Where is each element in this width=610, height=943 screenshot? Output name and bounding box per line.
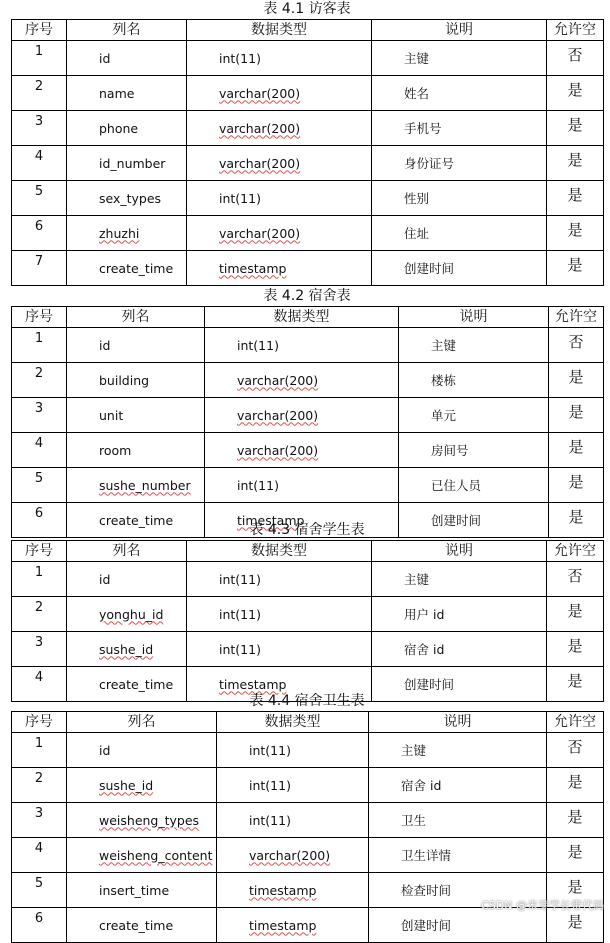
table-row bbox=[12, 803, 604, 838]
row-number: 7 bbox=[12, 251, 67, 286]
data-type-cell bbox=[217, 873, 369, 908]
data-type: int(11) bbox=[237, 477, 279, 493]
description-cell bbox=[372, 562, 547, 597]
description: 卫生详情 bbox=[401, 848, 452, 863]
description-cell bbox=[372, 216, 547, 251]
nullable-cell: 否 bbox=[549, 328, 604, 363]
row-number: 2 bbox=[12, 363, 67, 398]
header-column-name: 列名 bbox=[67, 541, 187, 562]
table-row bbox=[12, 562, 604, 597]
data-type-cell bbox=[187, 181, 372, 216]
nullable-cell: 是 bbox=[547, 873, 604, 908]
data-type-cell bbox=[187, 216, 372, 251]
row-number: 4 bbox=[12, 433, 67, 468]
column-name: insert_time bbox=[99, 882, 170, 898]
data-type: int(11) bbox=[249, 742, 291, 758]
description-cell bbox=[372, 41, 547, 76]
header-description: 说明 bbox=[399, 307, 549, 328]
nullable-cell: 是 bbox=[547, 908, 604, 943]
column-name-cell bbox=[67, 111, 187, 146]
description: 创建时间 bbox=[404, 261, 455, 276]
column-name-cell bbox=[67, 908, 217, 943]
column-name: id bbox=[99, 742, 111, 758]
description-cell bbox=[372, 251, 547, 286]
row-number: 6 bbox=[12, 216, 67, 251]
column-name-cell bbox=[67, 838, 217, 873]
header-row bbox=[12, 712, 604, 733]
header-data-type: 数据类型 bbox=[217, 712, 369, 733]
header-data-type: 数据类型 bbox=[205, 307, 399, 328]
description: 卫生 bbox=[401, 813, 427, 828]
table-row bbox=[12, 468, 604, 503]
header-column-name: 列名 bbox=[67, 712, 217, 733]
row-number: 6 bbox=[12, 503, 67, 538]
row-number: 2 bbox=[12, 768, 67, 803]
row-number: 1 bbox=[12, 562, 67, 597]
table-row bbox=[12, 398, 604, 433]
table-row bbox=[12, 733, 604, 768]
header-data-type: 数据类型 bbox=[187, 541, 372, 562]
data-type: timestamp bbox=[237, 512, 305, 528]
description-cell bbox=[372, 181, 547, 216]
column-name-cell bbox=[67, 468, 205, 503]
column-name-cell bbox=[67, 433, 205, 468]
row-number: 3 bbox=[12, 111, 67, 146]
row-number: 2 bbox=[12, 597, 67, 632]
nullable-cell: 是 bbox=[547, 76, 604, 111]
header-column-name: 列名 bbox=[67, 307, 205, 328]
data-type-cell bbox=[205, 398, 399, 433]
column-name-cell bbox=[67, 328, 205, 363]
description: 创建时间 bbox=[404, 677, 455, 692]
nullable-cell: 否 bbox=[547, 733, 604, 768]
data-type-cell bbox=[217, 803, 369, 838]
description: 房间号 bbox=[431, 443, 469, 458]
nullable-cell: 否 bbox=[547, 562, 604, 597]
column-name: id bbox=[99, 571, 111, 587]
table-caption: 表 4.4 宿舍卫生表 bbox=[249, 693, 365, 709]
nullable-cell: 是 bbox=[549, 503, 604, 538]
table-caption: 表 4.1 访客表 bbox=[263, 1, 351, 17]
table-row bbox=[12, 251, 604, 286]
column-name-cell bbox=[67, 363, 205, 398]
data-type-cell bbox=[187, 597, 372, 632]
data-type-cell bbox=[217, 838, 369, 873]
nullable-cell: 是 bbox=[547, 803, 604, 838]
description: 宿舍 id bbox=[401, 778, 442, 793]
table-row bbox=[12, 216, 604, 251]
data-type: int(11) bbox=[237, 337, 279, 353]
data-type: varchar(200) bbox=[219, 155, 301, 171]
data-type: int(11) bbox=[249, 812, 291, 828]
row-number: 5 bbox=[12, 181, 67, 216]
row-number: 1 bbox=[12, 328, 67, 363]
column-name: weisheng_types bbox=[99, 812, 200, 828]
column-name-cell bbox=[67, 562, 187, 597]
nullable-cell: 是 bbox=[549, 433, 604, 468]
data-type: varchar(200) bbox=[237, 372, 319, 388]
data-type: int(11) bbox=[219, 50, 261, 66]
nullable-cell: 是 bbox=[549, 363, 604, 398]
description: 宿舍 id bbox=[404, 642, 445, 657]
table-row bbox=[12, 597, 604, 632]
row-number: 2 bbox=[12, 76, 67, 111]
nullable-cell: 是 bbox=[549, 398, 604, 433]
data-type: varchar(200) bbox=[237, 442, 319, 458]
header-nullable: 允许空 bbox=[547, 541, 604, 562]
data-type: int(11) bbox=[219, 641, 261, 657]
header-nullable: 允许空 bbox=[547, 20, 604, 41]
row-number: 1 bbox=[12, 41, 67, 76]
nullable-cell: 是 bbox=[547, 111, 604, 146]
data-type: int(11) bbox=[219, 606, 261, 622]
description-cell bbox=[369, 838, 547, 873]
column-name-cell bbox=[67, 76, 187, 111]
column-name: unit bbox=[99, 407, 124, 423]
column-name: sushe_id bbox=[99, 777, 154, 793]
table-caption: 表 4.2 宿舍表 bbox=[263, 288, 351, 304]
column-name-cell bbox=[67, 803, 217, 838]
description-cell bbox=[369, 803, 547, 838]
column-name-cell bbox=[67, 146, 187, 181]
description-cell bbox=[372, 76, 547, 111]
description-cell bbox=[372, 597, 547, 632]
data-type: timestamp bbox=[249, 882, 317, 898]
description-cell bbox=[372, 111, 547, 146]
data-type: int(11) bbox=[219, 190, 261, 206]
column-name-cell bbox=[67, 251, 187, 286]
table-caption: 表 4.3 宿舍学生表 bbox=[249, 522, 365, 538]
header-description: 说明 bbox=[372, 20, 547, 41]
data-type: timestamp bbox=[219, 676, 287, 692]
description-cell bbox=[369, 768, 547, 803]
description: 已住人员 bbox=[431, 478, 482, 493]
description: 姓名 bbox=[404, 86, 430, 101]
column-name-cell bbox=[67, 733, 217, 768]
data-type-cell bbox=[187, 41, 372, 76]
nullable-cell: 是 bbox=[547, 216, 604, 251]
data-type-cell bbox=[187, 146, 372, 181]
row-number: 6 bbox=[12, 908, 67, 943]
column-name: create_time bbox=[99, 917, 174, 933]
table-row bbox=[12, 146, 604, 181]
column-name: create_time bbox=[99, 260, 174, 276]
row-number: 3 bbox=[12, 803, 67, 838]
column-name-cell bbox=[67, 768, 217, 803]
column-name: zhuzhi bbox=[99, 225, 140, 241]
data-type: varchar(200) bbox=[219, 85, 301, 101]
table-row bbox=[12, 111, 604, 146]
description-cell bbox=[372, 632, 547, 667]
column-name-cell bbox=[67, 181, 187, 216]
description: 创建时间 bbox=[431, 513, 482, 528]
description: 主键 bbox=[404, 51, 430, 66]
column-name-cell bbox=[67, 597, 187, 632]
data-type-cell bbox=[205, 363, 399, 398]
description-cell bbox=[399, 328, 549, 363]
column-name: weisheng_content bbox=[99, 847, 213, 863]
schema-table bbox=[11, 306, 604, 538]
header-data-type: 数据类型 bbox=[187, 20, 372, 41]
csdn-watermark: CSDN @米芽学长带代码 bbox=[481, 899, 604, 912]
column-name-cell bbox=[67, 216, 187, 251]
description-cell bbox=[399, 363, 549, 398]
data-type-cell bbox=[217, 733, 369, 768]
description: 身份证号 bbox=[404, 156, 455, 171]
table-row bbox=[12, 41, 604, 76]
column-name: create_time bbox=[99, 676, 174, 692]
nullable-cell: 是 bbox=[549, 468, 604, 503]
table-row bbox=[12, 838, 604, 873]
column-name: phone bbox=[99, 120, 139, 136]
column-name: sex_types bbox=[99, 190, 162, 206]
header-description: 说明 bbox=[372, 541, 547, 562]
header-description: 说明 bbox=[369, 712, 547, 733]
nullable-cell: 是 bbox=[547, 632, 604, 667]
description: 住址 bbox=[404, 226, 430, 241]
header-row bbox=[12, 20, 604, 41]
data-type: int(11) bbox=[219, 571, 261, 587]
data-type-cell bbox=[187, 251, 372, 286]
data-type: timestamp bbox=[249, 917, 317, 933]
table-row bbox=[12, 768, 604, 803]
data-type-cell bbox=[187, 632, 372, 667]
schema-table bbox=[11, 540, 604, 702]
data-type: timestamp bbox=[219, 260, 287, 276]
column-name-cell bbox=[67, 398, 205, 433]
header-row bbox=[12, 541, 604, 562]
column-name: id_number bbox=[99, 155, 166, 171]
description: 主键 bbox=[401, 743, 427, 758]
column-name: name bbox=[99, 85, 135, 101]
description: 性别 bbox=[404, 191, 430, 206]
header-no: 序号 bbox=[12, 712, 67, 733]
data-type: varchar(200) bbox=[249, 847, 331, 863]
column-name: room bbox=[99, 442, 132, 458]
data-type-cell bbox=[205, 468, 399, 503]
data-type-cell bbox=[205, 433, 399, 468]
column-name-cell bbox=[67, 632, 187, 667]
table-row bbox=[12, 433, 604, 468]
description: 检查时间 bbox=[401, 883, 452, 898]
row-number: 3 bbox=[12, 632, 67, 667]
data-type-cell bbox=[187, 562, 372, 597]
nullable-cell: 是 bbox=[547, 768, 604, 803]
column-name: sushe_id bbox=[99, 641, 154, 657]
header-no: 序号 bbox=[12, 307, 67, 328]
row-number: 5 bbox=[12, 468, 67, 503]
table-row bbox=[12, 181, 604, 216]
description-cell bbox=[399, 433, 549, 468]
header-row bbox=[12, 307, 604, 328]
row-number: 4 bbox=[12, 838, 67, 873]
data-type-cell bbox=[217, 908, 369, 943]
column-name: create_time bbox=[99, 512, 174, 528]
data-type: varchar(200) bbox=[219, 120, 301, 136]
column-name: id bbox=[99, 50, 111, 66]
header-no: 序号 bbox=[12, 541, 67, 562]
table-row bbox=[12, 363, 604, 398]
table-row bbox=[12, 632, 604, 667]
column-name: yonghu_id bbox=[99, 606, 164, 622]
row-number: 3 bbox=[12, 398, 67, 433]
nullable-cell: 是 bbox=[547, 146, 604, 181]
data-type-cell bbox=[187, 76, 372, 111]
row-number: 1 bbox=[12, 733, 67, 768]
description: 创建时间 bbox=[401, 918, 452, 933]
description-cell bbox=[399, 468, 549, 503]
data-type: varchar(200) bbox=[219, 225, 301, 241]
nullable-cell: 是 bbox=[547, 181, 604, 216]
header-nullable: 允许空 bbox=[547, 712, 604, 733]
row-number: 5 bbox=[12, 873, 67, 908]
row-number: 4 bbox=[12, 667, 67, 702]
table-row bbox=[12, 328, 604, 363]
description: 单元 bbox=[431, 408, 457, 423]
nullable-cell: 是 bbox=[547, 597, 604, 632]
column-name: sushe_number bbox=[99, 477, 191, 493]
column-name-cell bbox=[67, 873, 217, 908]
header-column-name: 列名 bbox=[67, 20, 187, 41]
row-number: 4 bbox=[12, 146, 67, 181]
data-type: int(11) bbox=[249, 777, 291, 793]
description-cell bbox=[372, 146, 547, 181]
data-type: varchar(200) bbox=[237, 407, 319, 423]
header-no: 序号 bbox=[12, 20, 67, 41]
column-name: id bbox=[99, 337, 111, 353]
data-type-cell bbox=[217, 768, 369, 803]
nullable-cell: 是 bbox=[547, 667, 604, 702]
header-nullable: 允许空 bbox=[549, 307, 604, 328]
column-name-cell bbox=[67, 41, 187, 76]
schema-table bbox=[11, 19, 604, 286]
nullable-cell: 是 bbox=[547, 838, 604, 873]
description: 主键 bbox=[431, 338, 457, 353]
description-cell bbox=[369, 733, 547, 768]
nullable-cell: 是 bbox=[547, 251, 604, 286]
column-name: building bbox=[99, 372, 150, 388]
description: 主键 bbox=[404, 572, 430, 587]
data-type-cell bbox=[187, 111, 372, 146]
nullable-cell: 否 bbox=[547, 41, 604, 76]
data-type-cell bbox=[205, 328, 399, 363]
table-row bbox=[12, 76, 604, 111]
description: 手机号 bbox=[404, 121, 442, 136]
description-cell bbox=[399, 398, 549, 433]
description: 楼栋 bbox=[431, 373, 457, 388]
description: 用户 id bbox=[404, 607, 445, 622]
